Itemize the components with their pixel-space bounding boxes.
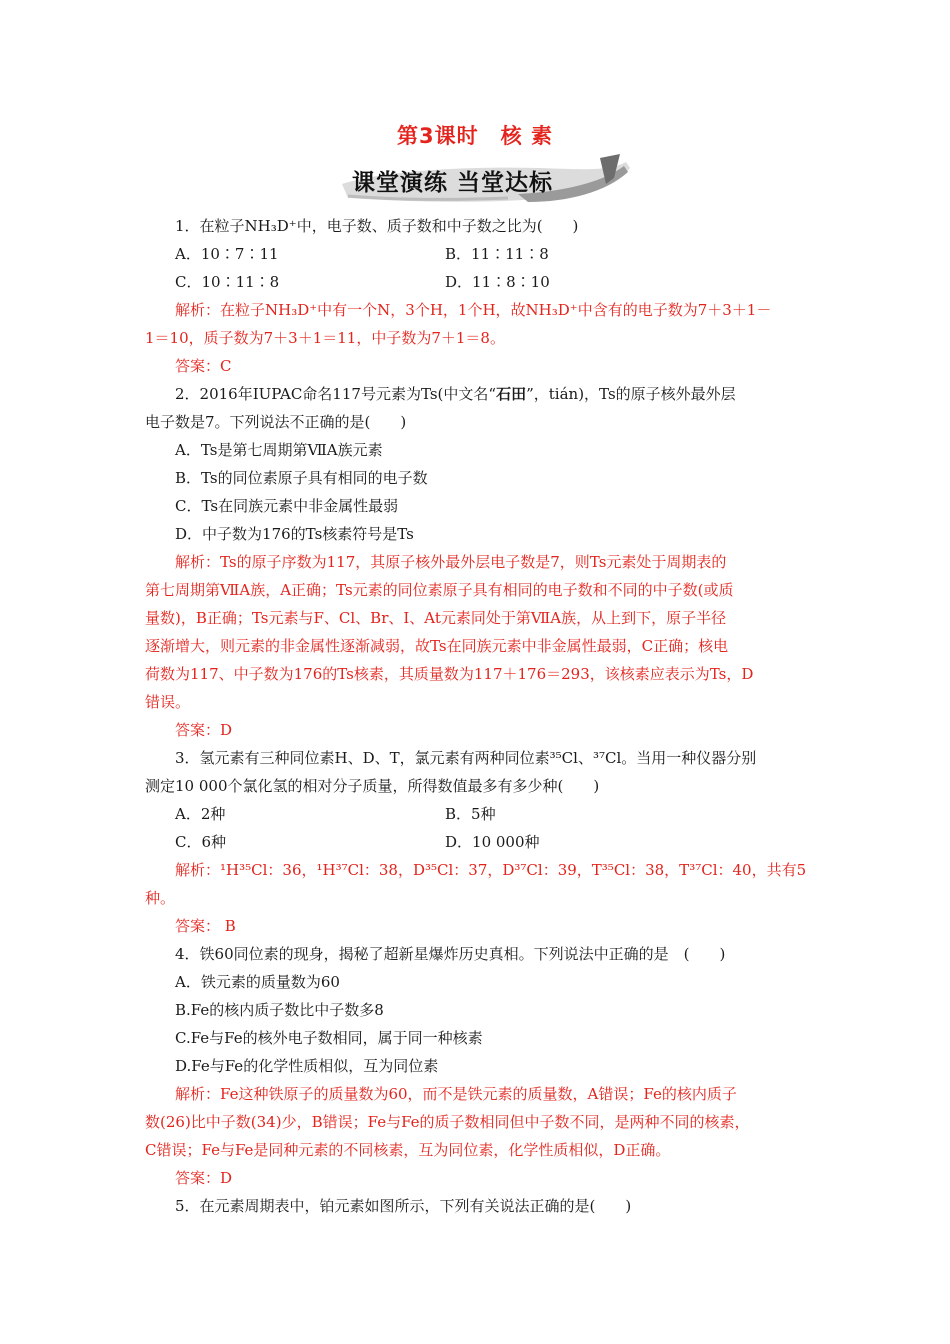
lesson-title: 第3课时 核 素 xyxy=(397,124,553,148)
option-c: C．Ts在同族元素中非金属性最弱 xyxy=(175,497,399,515)
option-a: A．10∶7∶11 xyxy=(175,245,279,263)
question-1-stem: 1．在粒子NH₃D⁺中，电子数、质子数和中子数之比为( ) xyxy=(175,217,579,235)
element-char: 石田 xyxy=(496,385,527,403)
question-1-options-row-1 xyxy=(145,240,815,268)
option-b: B．5种 xyxy=(445,805,496,823)
question-5-stem: 5．在元素周期表中，铂元素如图所示，下列有关说法正确的是( ) xyxy=(175,1197,632,1215)
question-3-stem: 3．氢元素有三种同位素H、D、T，氯元素有两种同位素³⁵Cl、³⁷Cl。当用一种仪器分别 xyxy=(175,749,757,767)
analysis-line: 错误。 xyxy=(145,693,191,711)
option-d: D．10 000种 xyxy=(445,833,540,851)
option-b: B．11∶11∶8 xyxy=(445,245,549,263)
section-banner xyxy=(338,154,634,206)
analysis-line: 1＝10，质子数为7＋3＋1＝11，中子数为7＋1＝8。 xyxy=(145,329,505,347)
question-4-stem: 4．铁60同位素的现身，揭秘了超新星爆炸历史真相。下列说法中正确的是 ( ) xyxy=(175,945,726,963)
stem-part: 2．2016年IUPAC命名117号元素为Ts(中文名“ xyxy=(175,385,497,403)
analysis-line: 种。 xyxy=(145,889,176,907)
analysis-line: 解析：在粒子NH₃D⁺中有一个N，3个H，1个H，故NH₃D⁺中含有的电子数为7＋3＋1－ xyxy=(175,301,772,319)
analysis-line: 数(26)比中子数(34)少，B错误；Fe与Fe的质子数相同但中子数不同，是两种不同的核素， xyxy=(145,1113,750,1131)
question-2-stem-cont: 电子数是7。下列说法不正确的是( ) xyxy=(145,413,407,431)
option-d: D．11∶8∶10 xyxy=(445,273,550,291)
analysis-line: 第七周期第ⅦA族，A正确；Ts元素的同位素原子具有相同的电子数和不同的中子数(或质 xyxy=(145,581,734,599)
option-b: B.Fe的核内质子数比中子数多8 xyxy=(175,1001,384,1019)
answer: 答案：D xyxy=(175,1169,233,1187)
option-d: D．中子数为176的Ts核素符号是Ts xyxy=(175,525,414,543)
stem-part: ”，tián)，Ts的原子核外最外层 xyxy=(526,385,736,403)
banner-text: 课堂演练 当堂达标 xyxy=(352,170,554,196)
analysis-line: C错误；Fe与Fe是同种元素的不同核素，互为同位素，化学性质相似，D正确。 xyxy=(145,1141,671,1159)
answer: 答案：C xyxy=(175,357,232,375)
analysis-line: 解析：Ts的原子序数为117，其原子核外最外层电子数是7，则Ts元素处于周期表的 xyxy=(175,553,727,571)
answer: 答案： B xyxy=(175,917,236,935)
option-c: C.Fe与Fe的核外电子数相同，属于同一种核素 xyxy=(175,1029,483,1047)
question-list xyxy=(145,212,815,1220)
analysis-line: 荷数为117、中子数为176的Ts核素，其质量数为117＋176＝293，该核素应表示为Ts，D xyxy=(145,665,754,683)
question-2-stem xyxy=(145,380,815,408)
option-b: B．Ts的同位素原子具有相同的电子数 xyxy=(175,469,428,487)
analysis-line: 量数)，B正确；Ts元素与F、Cl、Br、I、At元素同处于第ⅦA族，从上到下，原子半径 xyxy=(145,609,727,627)
option-a: A．铁元素的质量数为60 xyxy=(175,973,340,991)
answer: 答案：D xyxy=(175,721,233,739)
option-d: D.Fe与Fe的化学性质相似，互为同位素 xyxy=(175,1057,439,1075)
option-a: A．2种 xyxy=(175,805,226,823)
option-a: A．Ts是第七周期第ⅦA族元素 xyxy=(175,441,383,459)
option-c: C．10∶11∶8 xyxy=(175,273,280,291)
analysis-line: 逐渐增大，则元素的非金属性逐渐减弱，故Ts在同族元素中非金属性最弱，C正确；核电 xyxy=(145,637,729,655)
question-3-options-row-2 xyxy=(145,828,815,856)
question-1-options-row-2 xyxy=(145,268,815,296)
analysis-line: 解析：¹H³⁵Cl：36，¹H³⁷Cl：38，D³⁵Cl：37，D³⁷Cl：39，T³⁵Cl：38，T³⁷Cl：40，共有5 xyxy=(175,861,807,879)
option-c: C．6种 xyxy=(175,833,227,851)
question-3-options-row-1 xyxy=(145,800,815,828)
analysis-line: 解析：Fe这种铁原子的质量数为60，而不是铁元素的质量数，A错误；Fe的核内质子 xyxy=(175,1085,737,1103)
question-3-stem-cont: 测定10 000个氯化氢的相对分子质量，所得数值最多有多少种( ) xyxy=(145,777,600,795)
